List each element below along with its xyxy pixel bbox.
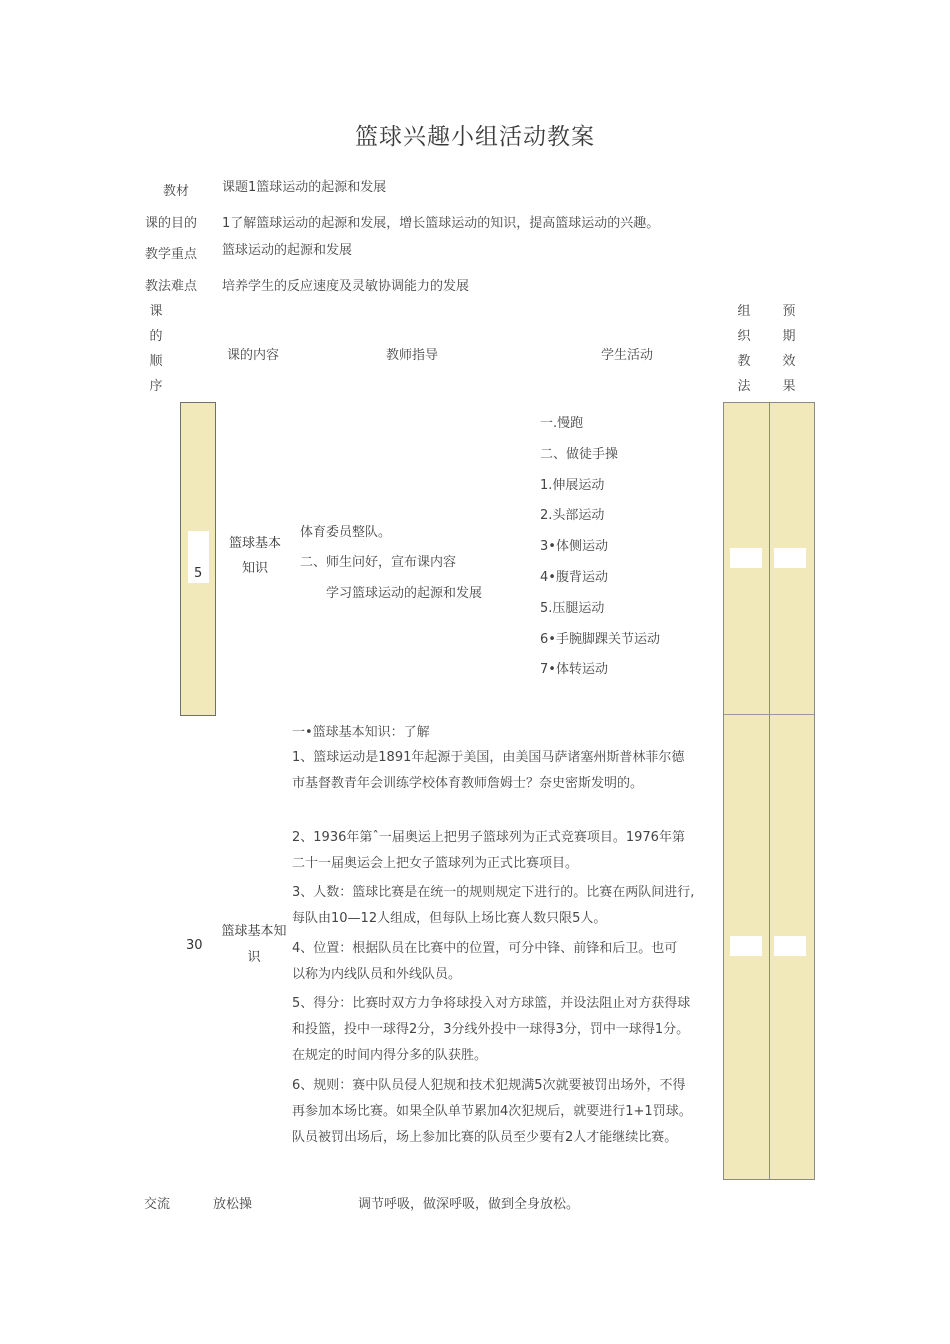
header-method: 组 织 教 法 bbox=[737, 304, 751, 394]
purpose-label: 课的目的 bbox=[145, 216, 198, 231]
purpose-value: 1了解篮球运动的起源和发展，增长篮球运动的知识，提高篮球运动的兴趣。 bbox=[222, 216, 660, 231]
knowledge-paragraph-3: 3、人数：篮球比赛是在统一的规则规定下进行的。比赛在两队间进行, 每队由10—12人组成，但每队上场比赛人数只限5人。 bbox=[292, 885, 695, 926]
textbook-label: 教材 bbox=[163, 184, 190, 199]
section1-time: 5 bbox=[194, 566, 203, 581]
knowledge-paragraph-5: 5、得分：比赛时双方力争将球投入对方球篮，并设法阻止对方获得球 和投篮，投中一球得2分，3分线外投中一球得3分，罚中一球得1分。 在规定的时间内得分多的队获胜。 bbox=[292, 996, 691, 1063]
section1-student-line-5: 3•体侧运动 bbox=[540, 539, 608, 554]
row-divider bbox=[724, 714, 814, 715]
footer-description: 调节呼吸，做深呼吸，做到全身放松。 bbox=[358, 1197, 580, 1212]
knowledge-paragraph-6: 6、规则：赛中队员侵人犯规和技术犯规满5次就要被罚出场外，不得 再参加本场比赛。如果全队单节累加4次犯规后，就要进行1+1罚球。 队员被罚出场后，场上参加比赛的队员至少要有2人才能继续比赛。 bbox=[292, 1078, 692, 1145]
page-title: 篮球兴趣小组活动教案 bbox=[355, 124, 595, 150]
knowledge-paragraph-1: 1、篮球运动是1891年起源于美国，由美国马萨诸塞州斯普林菲尔德 市基督教青年会训练学校体育教师詹姆士？奈史密斯发明的。 bbox=[292, 750, 685, 791]
header-student: 学生活动 bbox=[601, 348, 654, 363]
knowledge-paragraph-2: 2、1936年第ˆ一届奥运上把男子篮球列为正式竞赛项目。1976年第 二十一届奥运会上把女子篮球列为正式比赛项目。 bbox=[292, 830, 685, 871]
footer-label: 交流 bbox=[144, 1197, 171, 1212]
section2-time: 30 bbox=[186, 938, 203, 953]
section2-heading: 一•篮球基本知识：了解 bbox=[292, 725, 430, 740]
section1-student-line-2: 二、做徒手操 bbox=[540, 447, 619, 462]
method-effect-columns bbox=[723, 402, 815, 1180]
difficulty-value: 培养学生的反应速度及灵敏协调能力的发展 bbox=[222, 279, 470, 294]
section1-effect-box bbox=[774, 548, 806, 568]
knowledge-paragraph-4: 4、位置：根据队员在比赛中的位置，可分中锋、前锋和后卫。也可 以称为内线队员和外线队员。 bbox=[292, 941, 678, 982]
footer-content: 放松操 bbox=[213, 1197, 253, 1212]
textbook-value: 课题1篮球运动的起源和发展 bbox=[222, 180, 387, 195]
section1-content: 篮球基本 知识 bbox=[228, 536, 281, 576]
section1-time-cell bbox=[180, 402, 216, 716]
header-teacher: 教师指导 bbox=[386, 348, 439, 363]
header-order: 课 的 顺 序 bbox=[149, 304, 163, 394]
section1-method-box bbox=[730, 548, 762, 568]
focus-label: 教学重点 bbox=[145, 247, 198, 262]
section1-student-line-1: 一.慢跑 bbox=[540, 416, 584, 431]
section1-teacher-line-2: 二、师生问好，宣布课内容 bbox=[300, 555, 457, 570]
section2-method-box bbox=[730, 936, 762, 956]
section1-teacher-line-1: 体育委员整队。 bbox=[300, 525, 392, 540]
section1-student-line-9: 7•体转运动 bbox=[540, 662, 608, 677]
section2-content: 篮球基本知 识 bbox=[221, 924, 287, 965]
header-content: 课的内容 bbox=[227, 348, 280, 363]
section1-teacher-line-3: 学习篮球运动的起源和发展 bbox=[326, 586, 483, 601]
section1-student-line-4: 2.头部运动 bbox=[540, 508, 605, 523]
difficulty-label: 教法难点 bbox=[145, 279, 198, 294]
section1-student-line-6: 4•腹背运动 bbox=[540, 570, 608, 585]
header-effect: 预 期 效 果 bbox=[782, 304, 796, 394]
section2-effect-box bbox=[774, 936, 806, 956]
section1-student-line-7: 5.压腿运动 bbox=[540, 601, 605, 616]
section1-student-line-3: 1.伸展运动 bbox=[540, 478, 605, 493]
focus-value: 篮球运动的起源和发展 bbox=[222, 243, 353, 258]
section1-student-line-8: 6•手腕脚踝关节运动 bbox=[540, 632, 660, 647]
column-divider bbox=[769, 403, 770, 1179]
